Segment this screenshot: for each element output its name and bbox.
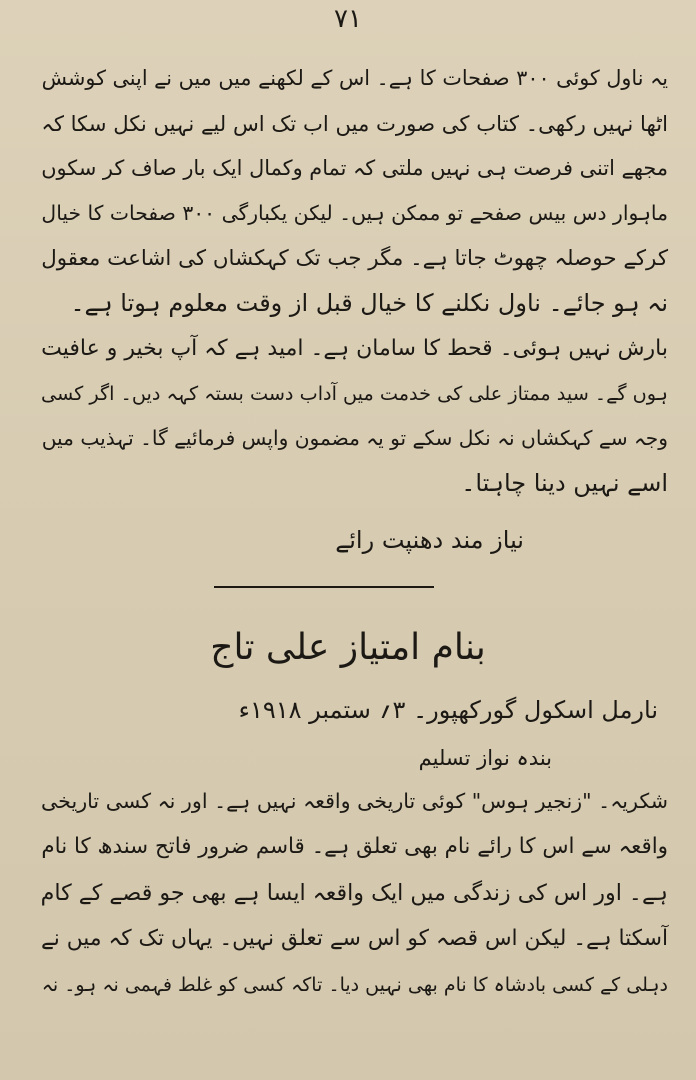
text-line: بارش نہیں ہوئی۔ قحط کا سامان ہے۔ امید ہے کہ آپ بخیر و عافیت bbox=[41, 336, 668, 361]
text-line: ماہوار دس بیس صفحے تو ممکن ہیں۔ لیکن یکبارگی ۳۰۰ صفحات کا خیال bbox=[41, 201, 668, 225]
letter-dateline: نارمل اسکول گورکھپور۔ ۳؍ ستمبر ۱۹۱۸ء bbox=[238, 696, 658, 724]
letter-body-first bbox=[28, 56, 668, 506]
letter-salutation: بندہ نواز تسلیم bbox=[418, 746, 552, 770]
text-line: آسکتا ہے۔ لیکن اس قصہ کو اس سے تعلق نہیں۔ یہاں تک کہ میں نے bbox=[40, 926, 668, 951]
text-line: واقعہ سے اس کا رائے نام بھی تعلق ہے۔ قاسم ضرور فاتح سندھ کا نام bbox=[41, 834, 668, 859]
text-line: نہ ہو جائے۔ ناول نکلنے کا خیال قبل از وقت معلوم ہوتا ہے۔ bbox=[70, 289, 668, 317]
page-number: ۷۱ bbox=[334, 4, 362, 34]
letter-heading: بنام امتیاز علی تاج bbox=[210, 627, 486, 668]
text-line: ہوں گے۔ سید ممتاز علی کی خدمت میں آداب دست بستہ کہہ دیں۔ اگر کسی bbox=[40, 382, 668, 405]
text-line: شکریہ۔ "زنجیر ہوس" کوئی تاریخی واقعہ نہیں ہے۔ اور نہ کسی تاریخی bbox=[41, 789, 668, 813]
text-line: دہلی کے کسی بادشاہ کا نام بھی نہیں دیا۔ تاکہ کسی کو غلط فہمی نہ ہو۔ نہ bbox=[41, 974, 668, 996]
text-line: وجہ سے کہکشاں نہ نکل سکے تو یہ مضمون واپس فرمائیے گا۔ تہذیب میں bbox=[41, 426, 668, 450]
text-line: یہ ناول کوئی ۳۰۰ صفحات کا ہے۔ اس کے لکھنے میں میں نے اپنی کوشش bbox=[41, 66, 668, 90]
text-line: اسے نہیں دینا چاہتا۔ bbox=[461, 469, 668, 497]
text-line: اٹھا نہیں رکھی۔ کتاب کی صورت میں اب تک اس لیے نہیں نکل سکا کہ bbox=[41, 111, 668, 136]
text-line: کرکے حوصلہ چھوٹ جاتا ہے۔ مگر جب تک کہکشاں کی اشاعت معقول bbox=[41, 246, 668, 271]
letter-body-second bbox=[28, 778, 668, 1008]
section-divider bbox=[214, 586, 434, 588]
text-line: مجھے اتنی فرصت ہی نہیں ملتی کہ تمام وکمال ایک بار صاف کر سکوں bbox=[41, 156, 668, 180]
text-line: ہے۔ اور اس کی زندگی میں ایک واقعہ ایسا ہے بھی جو قصے کے کام bbox=[40, 880, 668, 906]
letter-signature: نیاز مند دھنپت رائے bbox=[335, 526, 524, 554]
